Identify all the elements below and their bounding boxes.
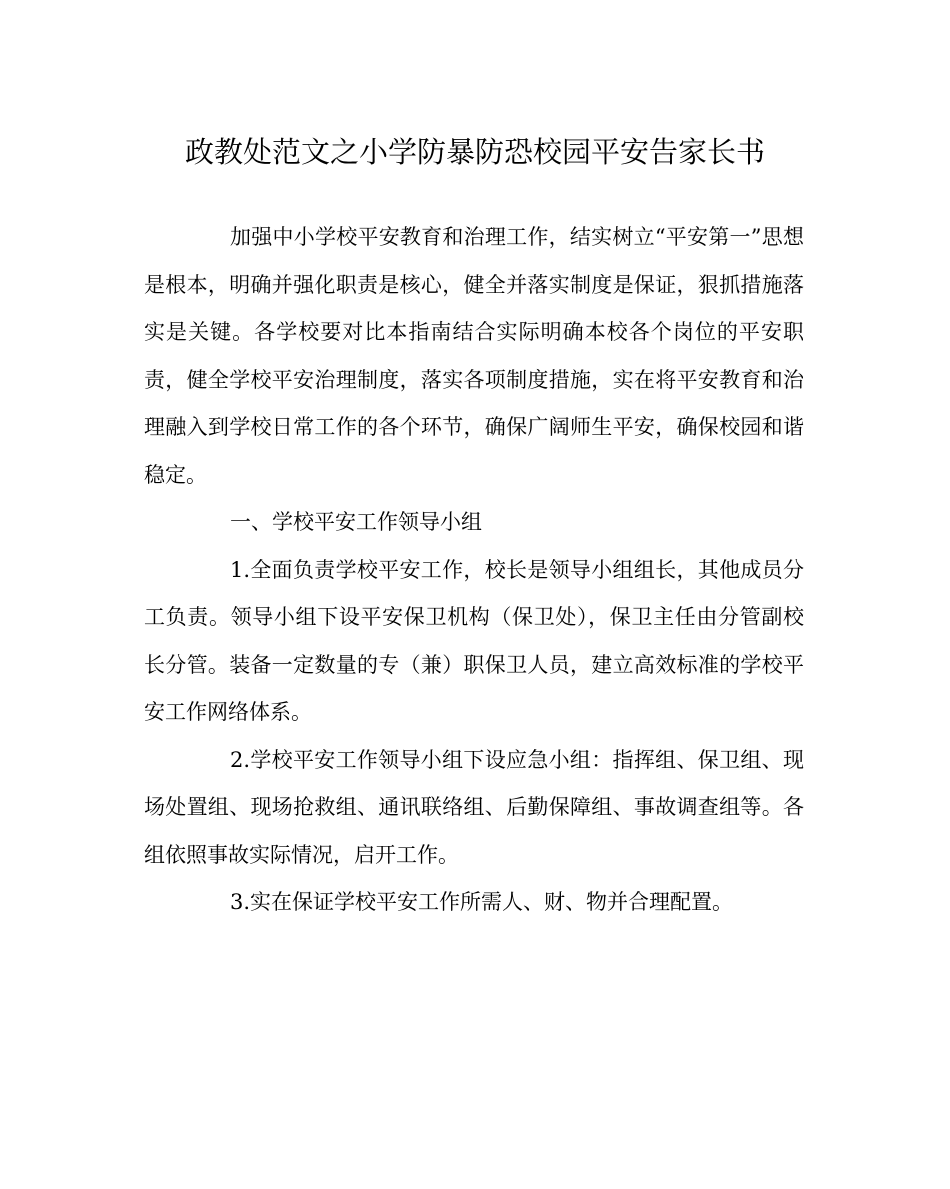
- item-paragraph-2: 2.学校平安工作领导小组下设应急小组：指挥组、保卫组、现场处置组、现场抢救组、通讯联络组、后勤保障组、事故调查组等。各组依照事故实际情况，启开工作。: [144, 747, 804, 867]
- item-paragraph-3: 3.实在保证学校平安工作所需人、财、物并合理配置。: [230, 890, 734, 914]
- document-title: 政教处范文之小学防暴防恐校园平安告家长书: [184, 135, 765, 169]
- document-body: [144, 214, 804, 927]
- section-heading: 一、学校平安工作领导小组: [230, 510, 482, 534]
- intro-paragraph: 加强中小学校平安教育和治理工作，结实树立“平安第一”思想是根本，明确并强化职责是核心，健全并落实制度是保证，狠抓措施落实是关键。各学校要对比本指南结合实际明确本校各个岗位的平安职责，健全学校平安治理制度，落实各项制度措施，实在将平安教育和治理融入到学校日常工作的各个环节，确保广阔师生平安，确保校园和谐稳定。: [144, 225, 804, 487]
- item-paragraph-1: 1.全面负责学校平安工作，校长是领导小组组长，其他成员分工负责。领导小组下设平安保卫机构（保卫处），保卫主任由分管副校长分管。装备一定数量的专（兼）职保卫人员，建立高效标准的学校平安工作网络体系。: [144, 557, 804, 724]
